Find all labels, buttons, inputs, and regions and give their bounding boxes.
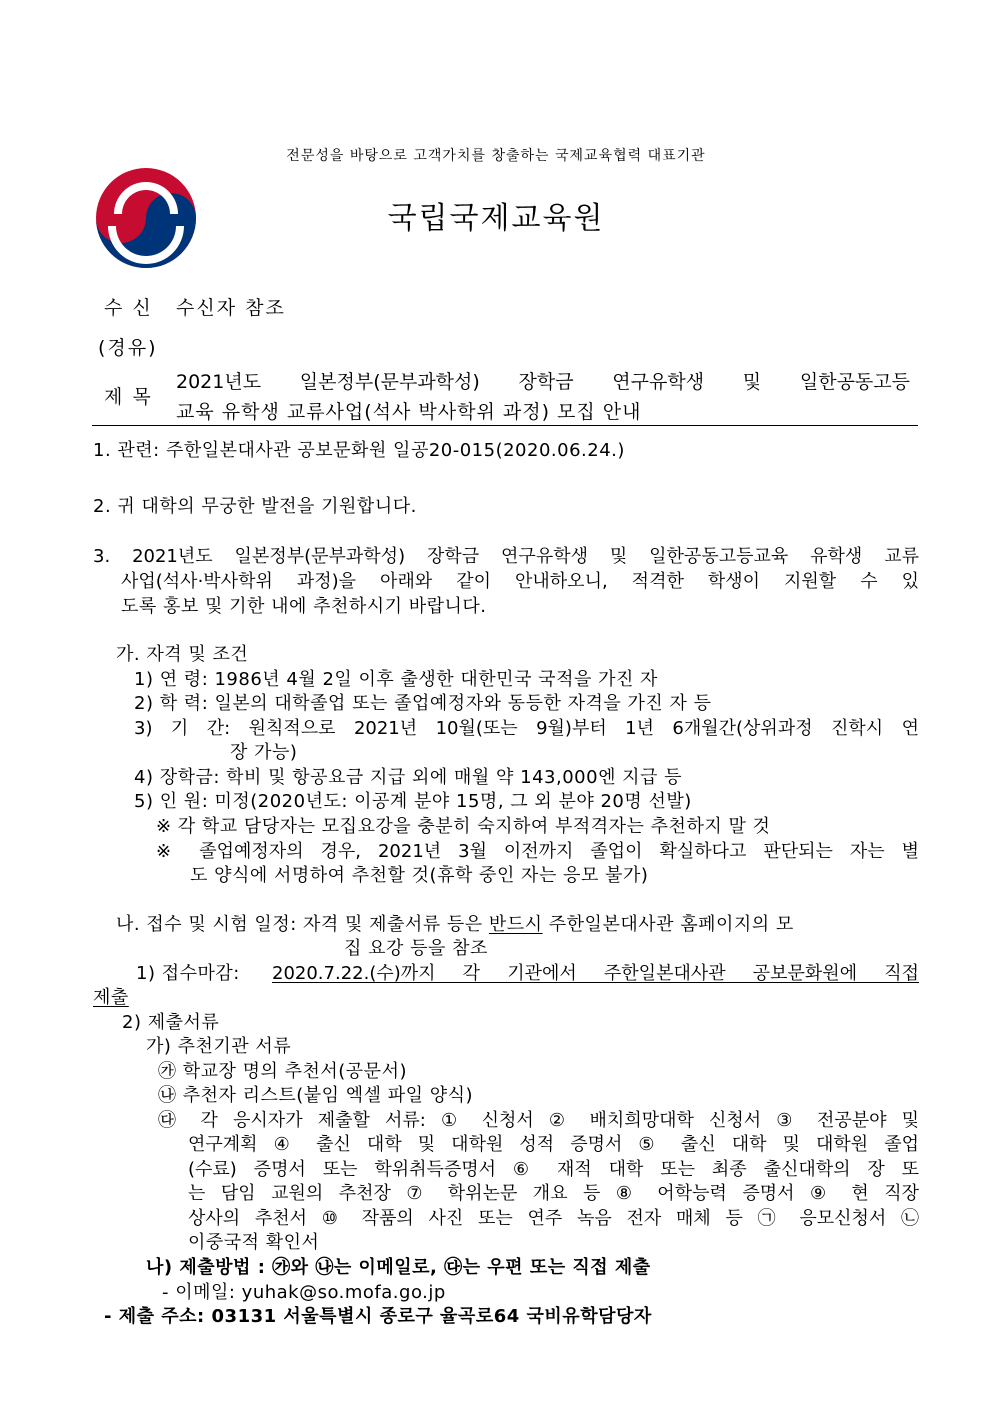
section-na-heading-line-2: 집 요강 등을 참조 xyxy=(344,938,488,959)
deadline-label: 1) 접수마감: xyxy=(136,963,240,984)
document-c-line-3: (수료) 증명서 또는 학위취득증명서 ⑥ 재적 대학 또는 최종 출신대학의 장 또 xyxy=(188,1159,919,1180)
period-line-2: 장 가능) xyxy=(230,742,298,763)
document-c-line-4: 는 담임 교원의 추천장 ⑦ 학위논문 개요 등 ⑧ 어학능력 증명서 ⑨ 현 직장 xyxy=(188,1183,919,1204)
note-2-line-1: ※ 졸업예정자의 경우, 2021년 3월 이전까지 졸업이 확실하다고 판단되는 자는 별 xyxy=(156,841,919,862)
period-line-1: 3) 기 간: 원칙적으로 2021년 10월(또는 9월)부터 1년 6개월간(상위과정 진학시 연 xyxy=(134,718,919,739)
item-2: 2. 귀 대학의 무궁한 발전을 기원합니다. xyxy=(93,496,417,517)
section-na-heading-suffix: 주한일본대사관 홈페이지의 모 xyxy=(542,914,794,935)
subject-divider xyxy=(92,425,918,426)
age-requirement: 1) 연 령: 1986년 4월 2일 이후 출생한 대한민국 국적을 가진 자 xyxy=(134,669,658,690)
subject-label: 제 목 xyxy=(104,386,153,408)
email-address: - 이메일: yuhak@so.mofa.go.jp xyxy=(162,1282,446,1303)
submission-method: 나) 제출방법 : ㉮와 ㉯는 이메일로, ㉰는 우편 또는 직접 제출 xyxy=(146,1257,651,1278)
item-3-line-2: 사업(석사·박사학위 과정)을 아래와 같이 안내하오니, 적격한 학생이 지원할 수 있 xyxy=(121,571,919,592)
note-1: ※ 각 학교 담당자는 모집요강을 충분히 숙지하여 부적격자는 추천하지 말 것 xyxy=(156,816,771,837)
deadline-line-1: 2020.7.22.(수)까지 각 기관에서 주한일본대사관 공보문화원에 직접 xyxy=(272,963,919,984)
via-label: (경유) xyxy=(98,337,158,359)
document-c-line-1: ㉰ 각 응시자가 제출할 서류: ① 신청서 ② 배치희망대학 신청서 ③ 전공분야 및 xyxy=(158,1110,919,1131)
section-na-heading-prefix: 나. 접수 및 시험 일정: 자격 및 제출서류 등은 xyxy=(116,914,489,935)
slogan: 전문성을 바탕으로 고객가치를 창출하는 국제교육협력 대표기관 xyxy=(286,148,706,164)
submission-address: - 제출 주소: 03131 서울특별시 종로구 율곡로64 국비유학담당자 xyxy=(104,1306,652,1327)
section-na-heading xyxy=(116,910,794,936)
document-c-line-5: 상사의 추천서 ⑩ 작품의 사진 또는 연주 녹음 전자 매체 등 ㉠ 응모신청서 ㉡ xyxy=(188,1208,919,1229)
education-requirement: 2) 학 력: 일본의 대학졸업 또는 졸업예정자와 동등한 자격을 가진 자 등 xyxy=(134,693,712,714)
note-2-line-2: 도 양식에 서명하여 추천할 것(휴학 중인 자는 응모 불가) xyxy=(190,865,649,886)
section-ga-heading: 가. 자격 및 조건 xyxy=(116,644,249,665)
quota: 5) 인 원: 미정(2020년도: 이공계 분야 15명, 그 외 분야 20명 선발) xyxy=(134,791,692,812)
document-c-line-2: 연구계획 ④ 출신 대학 및 대학원 성적 증명서 ⑤ 출신 대학 및 대학원 졸업 xyxy=(188,1134,919,1155)
deadline-line-2: 제출 xyxy=(93,987,129,1008)
recipient-value: 수신자 참조 xyxy=(176,297,286,319)
subject-line-2: 교육 유학생 교류사업(석사 박사학위 과정) 모집 안내 xyxy=(176,401,642,423)
scholarship: 4) 장학금: 학비 및 항공요금 지급 외에 매월 약 143,000엔 지급 등 xyxy=(134,767,683,788)
document-c-line-6: 이중국적 확인서 xyxy=(188,1232,320,1253)
emphasis-required: 반드시 xyxy=(488,914,543,935)
documents-heading: 2) 제출서류 xyxy=(122,1012,220,1033)
recipient-label: 수 신 xyxy=(104,297,153,319)
item-3-line-1: 3. 2021년도 일본정부(문부과학성) 장학금 연구유학생 및 일한공동고등교육 유학생 교류 xyxy=(93,546,919,567)
document-b: ㉯ 추천자 리스트(붙임 엑셀 파일 양식) xyxy=(158,1085,474,1106)
item-1: 1. 관련: 주한일본대사관 공보문화원 일공20-015(2020.06.24.) xyxy=(93,440,625,461)
item-3-line-3: 도록 홍보 및 기한 내에 추천하시기 바랍니다. xyxy=(121,596,487,617)
document-a: ㉮ 학교장 명의 추천서(공문서) xyxy=(158,1061,407,1082)
documents-institution: 가) 추천기관 서류 xyxy=(146,1036,292,1057)
subject-line-1: 2021년도 일본정부(문부과학성) 장학금 연구유학생 및 일한공동고등 xyxy=(176,371,910,393)
organization-name: 국립국제교육원 xyxy=(387,201,605,236)
